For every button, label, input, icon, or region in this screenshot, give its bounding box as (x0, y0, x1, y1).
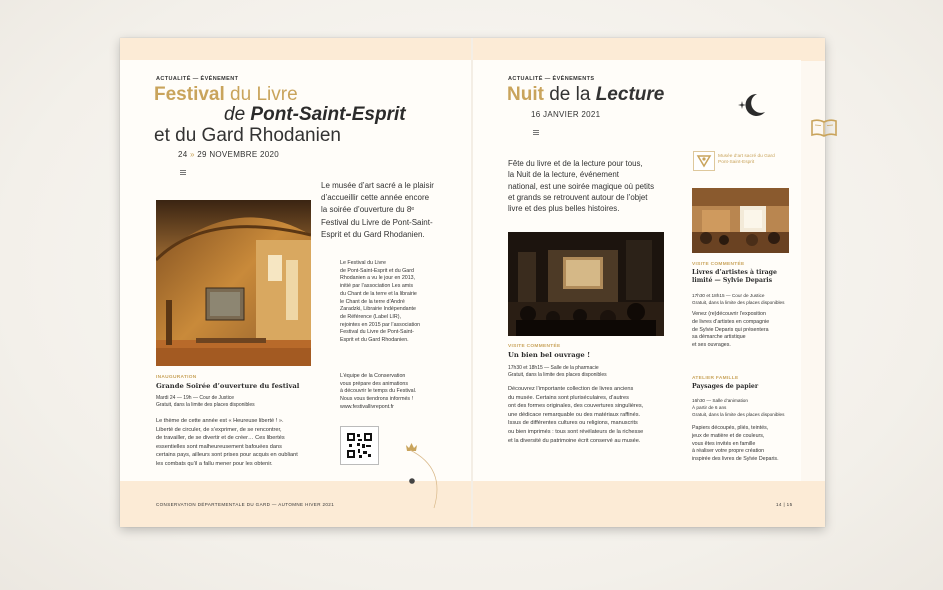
right-body-line: Issus de différentes cultures ou religions, manuscrits (508, 420, 638, 427)
title-nuit: Nuit (507, 84, 544, 105)
side2-time: 16h30 — Salle d’animation (692, 398, 749, 403)
side1-time: 17h30 et 18h15 — Cour de Justice (692, 293, 765, 298)
col-line: Esprit et du Gard Rhodanien. (340, 337, 409, 344)
side2-body-line: à réaliser votre propre création (692, 448, 765, 455)
right-lead-line: la Nuit de la lecture, événement (508, 170, 619, 180)
title-de-la: de la (543, 84, 596, 105)
col-line: Le Festival du Livre (340, 260, 386, 266)
right-body-line: ont des formes originales, des couvertures singulières, (508, 403, 644, 410)
side2-body-line: jeux de matière et de couleurs, (692, 432, 765, 439)
qr-code-icon[interactable] (340, 426, 379, 465)
right-lead-line: national, est une soirée magique où petits (508, 181, 655, 191)
right-page (473, 38, 825, 527)
left-body-line: Liberté de circuler, de s’exprimer, de se rencontrer, (156, 426, 282, 433)
right-body-line: une dédicace remarquable ou des matériaux raffinés. (508, 411, 641, 418)
right-body-line: ou bien imprimés : tous sont révélateurs de la richesse (508, 428, 644, 435)
right-caption-time: 17h30 et 18h15 — Salle de la pharmacie (508, 365, 599, 371)
col-line: Festival du Livre de Pont-Saint- (340, 329, 414, 336)
left-date (178, 150, 279, 159)
col-line: L’équipe de la Conservation (340, 373, 406, 379)
right-title (507, 84, 664, 105)
right-caption-title: Un bien bel ouvrage ! (508, 351, 591, 359)
left-body-line: Le thème de cette année est « Heureuse liberté ! ». (156, 418, 284, 424)
side2-age: À partir de 6 ans (692, 405, 727, 410)
col-line: le Chant de la terre d’André (340, 298, 405, 305)
right-caption-free: Gratuit, dans la limite des places disponibles (508, 372, 607, 378)
left-lead (321, 180, 434, 241)
date-separator: » (190, 150, 195, 159)
title-lecture: Lecture (595, 84, 665, 105)
menu-icon (180, 170, 186, 177)
right-body-line: Découvrez l’importante collection de livres anciens (508, 386, 634, 392)
right-body-line: et la diversité du patrimoine écrit conservé au musée. (508, 437, 641, 444)
col-line: de Référence (Label LIR), (340, 313, 401, 320)
right-lead-line: Fête du livre et de la lecture pour tous, (508, 159, 643, 168)
side1-title-line: limité — Sylvie Deparis (692, 277, 773, 284)
left-lead-line: Le musée d’art sacré a le plaisir (321, 181, 434, 190)
side1-body (692, 311, 769, 350)
left-caption-free: Gratuit, dans la limite des places disponibles (156, 402, 255, 408)
side2-title: Paysages de papier (692, 383, 759, 390)
right-kicker: ACTUALITÉ — ÉVÉNEMENTS (508, 76, 595, 82)
side1-body-line: de livres d’artistes en compagnie (692, 318, 770, 325)
left-lead-line: Festival du Livre de Pont-Saint- (321, 217, 433, 227)
title-du-livre: du Livre (224, 84, 298, 105)
col-line: à découvrir le temps du Festival. (340, 388, 417, 395)
side1-body-line: et ses ouvrages. (692, 342, 731, 349)
star-icon (738, 96, 746, 104)
title-de: de (224, 104, 251, 125)
reading-room-photo (508, 232, 664, 336)
col-line: Nous vous tiendrons informés ! (340, 396, 414, 403)
left-lead-line: la soirée d’ouverture du 8ᵉ (321, 205, 415, 215)
col-line: Zaradzki, Librairie Indépendante (340, 306, 416, 313)
crown-icon (406, 438, 417, 446)
side1-title-line: Livres d’artistes à tirage (692, 269, 777, 276)
col-line: rejointes en 2015 par l’association (340, 321, 421, 328)
col-line: Rhodanien a vu le jour en 2013, (340, 275, 416, 282)
hall-photo-image (156, 200, 311, 366)
right-lead (508, 158, 654, 214)
left-kicker: ACTUALITÉ — ÉVÉNEMENT (156, 76, 239, 82)
website-link[interactable]: www.festivallivrepont.fr (340, 403, 394, 410)
left-page (120, 38, 472, 527)
workshop-photo (692, 188, 789, 253)
museum-label (718, 154, 775, 167)
title-pont-saint-esprit: Pont-Saint-Esprit (250, 104, 406, 125)
side2-body-line: inspirée des livres de Sylvie Deparis. (692, 456, 779, 463)
side2-body (692, 425, 779, 464)
left-lead-line: d’accueillir cette année encore (321, 193, 430, 203)
left-column-text (340, 260, 420, 345)
right-body-text (508, 385, 643, 445)
right-lead-line: livre et des plus belles histoires. (508, 204, 620, 214)
col-line: vous prépare des animations (340, 380, 409, 387)
left-body-line: essentielles sont malheureusement bafouées dans (156, 443, 282, 450)
left-body-line: de travailler, de se divertir et de créer… Ces libertés (156, 435, 285, 442)
left-caption-time: Mardi 24 — 19h — Cour de Justice (156, 395, 235, 401)
side1-category: VISITE COMMENTÉE (692, 262, 745, 267)
side2-free: Gratuit, dans la limite des places disponibles (692, 412, 785, 417)
left-title-line3: et du Gard Rhodanien (154, 125, 341, 146)
hall-photo (156, 200, 311, 366)
magazine-spread (120, 38, 825, 527)
left-title-line2 (224, 104, 406, 125)
col-line: initié par l’association Les amis (340, 283, 414, 290)
decorative-arc (388, 448, 448, 518)
title-festival: Festival (154, 84, 225, 105)
left-column-text-2 (340, 373, 416, 412)
left-body-text (156, 417, 336, 469)
museum-label-line: Musée d’art sacré du Gard (718, 154, 775, 159)
workshop-image (692, 188, 789, 253)
left-body-line: les combats qu’il a fallu mener pour les obtenir. (156, 460, 273, 467)
right-body-line: du musée. Certains sont pluriséculaires, d’autres (508, 394, 629, 401)
col-line: du Chant de la terre et la librairie (340, 290, 417, 297)
side1-body-line: sa démarche artistique (692, 334, 746, 341)
right-date: 16 JANVIER 2021 (531, 110, 601, 119)
side2-body-line: Papiers découpés, pliés, teintés, (692, 425, 769, 431)
side2-body-line: vous êtes invités en famille (692, 440, 756, 447)
side2-category: ATELIER FAMILLE (692, 376, 739, 381)
right-caption-category: VISITE COMMENTÉE (508, 344, 561, 349)
menu-icon (533, 130, 539, 137)
museum-logo-icon (693, 151, 715, 171)
left-title (154, 84, 298, 105)
museum-label-line: Pont-Saint-Esprit (718, 160, 755, 166)
side1-body-line: de Sylvie Deparis qui présentera (692, 326, 769, 333)
right-lead-line: et grands se retrouvent autour de l’objet (508, 192, 648, 202)
left-lead-line: Esprit et du Gard Rhodanien. (321, 229, 425, 239)
reading-room-image (508, 232, 664, 336)
date-end: 29 NOVEMBRE 2020 (194, 150, 280, 159)
left-caption-category: INAUGURATION (156, 375, 197, 380)
left-caption-title: Grande Soirée d’ouverture du festival (156, 382, 300, 390)
left-footer: CONSERVATION DÉPARTEMENTALE DU GARD — AUTOMNE HIVER 2021 (156, 502, 335, 507)
left-body-line: certains pays, ailleurs sont prises pour acquis en oubliant (156, 452, 298, 459)
side1-title (692, 269, 777, 285)
page-numbers: 14 | 15 (776, 502, 793, 507)
side1-free: Gratuit, dans la limite des places disponibles (692, 300, 785, 305)
date-start: 24 (178, 150, 191, 159)
col-line: de Pont-Saint-Esprit et du Gard (340, 267, 414, 274)
side1-body-line: Venez (re)découvrir l’exposition (692, 311, 766, 317)
